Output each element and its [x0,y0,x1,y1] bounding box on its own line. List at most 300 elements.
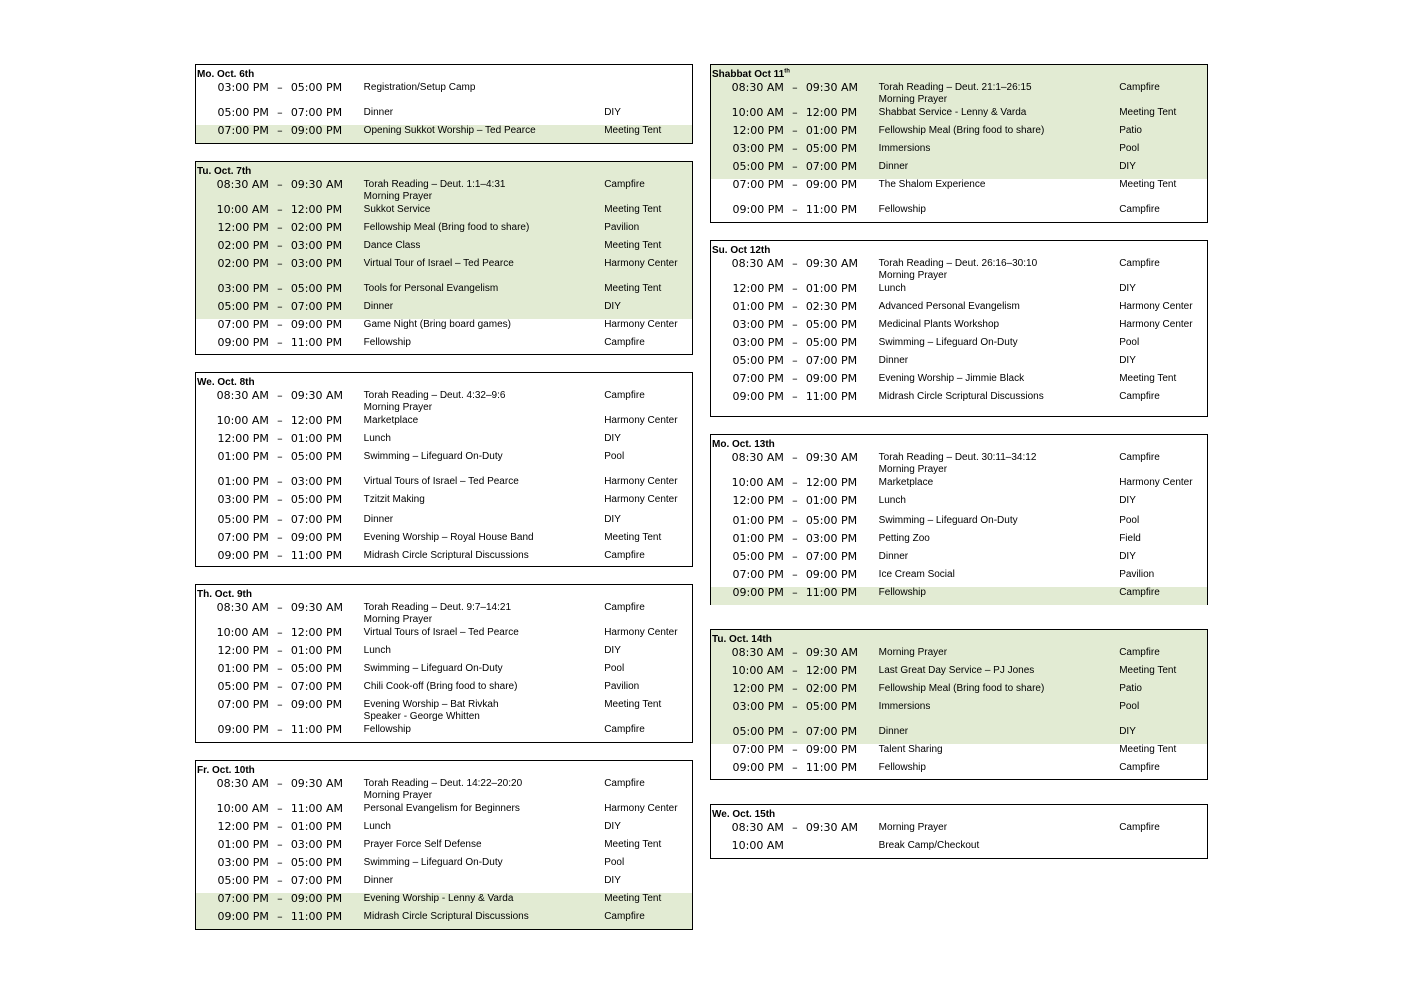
event-title: Marketplace [363,415,419,426]
event-title-line1: Torah Reading – Deut. 4:32–9:6 [363,390,506,401]
end-time: 07:00 PM [290,300,343,313]
event-title: Marketplace [878,477,934,488]
end-time: 09:30 AM [805,81,859,94]
start-time: 03:00 PM [217,856,269,869]
end-time: 03:00 PM [290,475,343,488]
time-dash: – [277,549,283,562]
time-dash: – [792,700,798,713]
event-title-line2: Morning Prayer [878,464,948,475]
end-time: 09:00 PM [805,178,858,191]
event-location: DIY [604,645,621,656]
start-time: 05:00 PM [217,300,269,313]
start-time: 03:00 PM [732,318,784,331]
day-block [195,64,693,144]
event-title: Opening Sukkot Worship – Ted Pearce [363,125,536,136]
event-title: Tools for Personal Evangelism [363,283,499,294]
end-time: 12:00 PM [805,476,858,489]
start-time: 01:00 PM [217,662,269,675]
event-title: Fellowship [878,587,926,598]
event-title: Tzitzit Making [363,494,425,505]
event-title: Morning Prayer [878,822,948,833]
start-time: 05:00 PM [217,874,269,887]
event-title: Swimming – Lifeguard On-Duty [878,337,1018,348]
event-location: Campfire [1119,258,1160,269]
event-title [364,699,605,723]
event-title-line1: Torah Reading – Deut. 9:7–14:21 [363,602,512,613]
start-time: 10:00 AM [216,414,269,427]
time-dash: – [277,124,283,137]
start-time: 01:00 PM [217,450,269,463]
event-title: Fellowship [363,724,411,735]
end-time: 09:00 PM [805,372,858,385]
start-time: 07:00 PM [217,892,269,905]
end-time: 09:30 AM [805,646,859,659]
event-title: Fellowship [878,204,926,215]
time-dash: – [277,723,283,736]
day-heading: We. Oct. 8th [197,377,255,388]
time-dash: – [792,476,798,489]
event-location: Field [1119,533,1141,544]
day-heading: We. Oct. 15th [712,809,776,820]
event-title: Lunch [878,283,906,294]
event-location: Meeting Tent [604,532,662,543]
end-time: 01:00 PM [805,124,858,137]
end-time: 09:30 AM [290,777,344,790]
start-time: 01:00 PM [732,300,784,313]
schedule-row [711,125,1207,143]
end-time: 01:00 PM [290,820,343,833]
event-location: Campfire [1119,647,1160,658]
end-time: 12:00 PM [805,106,858,119]
time-dash: – [792,81,798,94]
event-title: Dinner [878,551,909,562]
event-location: DIY [604,875,621,886]
start-time: 08:30 AM [216,601,269,614]
event-location: Meeting Tent [604,240,662,251]
event-title: Break Camp/Checkout [878,840,980,851]
day-block [710,240,1208,417]
time-dash: – [277,318,283,331]
end-time: 03:00 PM [290,838,343,851]
event-title [879,258,1120,282]
event-title-line1: Torah Reading – Deut. 21:1–26:15 [878,82,1032,93]
start-time: 08:30 AM [731,646,784,659]
time-dash: – [277,531,283,544]
schedule-row [711,683,1207,701]
event-title [364,179,605,203]
end-time: 09:00 PM [290,698,343,711]
time-dash: – [792,354,798,367]
end-time: 07:00 PM [290,874,343,887]
day-block [710,434,1208,605]
schedule-row [711,726,1207,744]
event-location: Harmony Center [604,258,678,269]
end-time: 07:00 PM [290,513,343,526]
time-dash: – [277,221,283,234]
schedule-row [711,301,1207,319]
event-location: Patio [1119,125,1142,136]
event-location: Campfire [1119,452,1160,463]
schedule-row [711,701,1207,726]
time-dash: – [277,874,283,887]
time-dash: – [277,282,283,295]
event-title: Evening Worship - Lenny & Varda [363,893,514,904]
event-title-line2: Morning Prayer [363,402,433,413]
schedule-row [196,857,692,875]
time-dash: – [792,568,798,581]
start-time: 03:00 PM [217,81,269,94]
start-time: 05:00 PM [732,354,784,367]
time-dash: – [792,160,798,173]
end-time: 05:00 PM [805,318,858,331]
start-time: 10:00 AM [216,626,269,639]
event-title: Dinner [363,301,394,312]
end-time: 11:00 PM [290,549,343,562]
end-time: 09:00 PM [290,892,343,905]
time-dash: – [277,513,283,526]
event-title: Talent Sharing [878,744,943,755]
start-time: 07:00 PM [732,743,784,756]
start-time: 05:00 PM [732,160,784,173]
schedule-row [196,681,692,699]
end-time: 03:00 PM [290,257,343,270]
start-time: 03:00 PM [217,493,269,506]
end-time: 11:00 PM [805,203,858,216]
end-time: 11:00 PM [805,586,858,599]
event-title: Fellowship Meal (Bring food to share) [878,125,1045,136]
end-time: 02:00 PM [290,221,343,234]
start-time: 05:00 PM [732,725,784,738]
schedule-row [196,911,692,929]
event-location: Pool [604,663,625,674]
end-time: 05:00 PM [290,450,343,463]
event-title: Advanced Personal Evangelism [878,301,1020,312]
start-time: 02:00 PM [217,257,269,270]
schedule-row [711,822,1207,840]
event-location: Meeting Tent [604,125,662,136]
end-time: 12:00 PM [290,203,343,216]
day-block [195,372,693,567]
time-dash: – [792,682,798,695]
schedule-row [196,532,692,550]
event-location: Pavilion [1119,569,1155,580]
event-location: Pool [1119,143,1140,154]
start-time: 10:00 AM [216,802,269,815]
event-title-line2: Morning Prayer [878,270,948,281]
time-dash: – [792,124,798,137]
schedule-row [196,82,692,107]
event-title [879,452,1120,476]
event-location: DIY [1119,551,1136,562]
event-title: Evening Worship – Royal House Band [363,532,534,543]
event-location: Harmony Center [604,476,678,487]
event-title: Petting Zoo [878,533,930,544]
time-dash: – [277,698,283,711]
start-time: 12:00 PM [217,820,269,833]
time-dash: – [277,777,283,790]
schedule-row [196,337,692,355]
day-heading: Fr. Oct. 10th [197,765,255,776]
event-location: Campfire [604,550,645,561]
end-time: 11:00 PM [290,910,343,923]
schedule-row [196,645,692,663]
event-title: Lunch [878,495,906,506]
time-dash: – [277,300,283,313]
end-time: 09:00 PM [290,531,343,544]
schedule-row [196,893,692,911]
start-time: 07:00 PM [217,531,269,544]
event-title: Midrash Circle Scriptural Discussions [363,911,529,922]
schedule-row [196,107,692,125]
end-time: 01:00 PM [290,644,343,657]
end-time: 09:30 AM [805,451,859,464]
event-location: Harmony Center [604,415,678,426]
start-time: 01:00 PM [732,532,784,545]
schedule-row [711,143,1207,161]
time-dash: – [277,680,283,693]
time-dash: – [792,372,798,385]
day-heading: Mo. Oct. 6th [197,69,255,80]
start-time: 08:30 AM [216,389,269,402]
event-location: Patio [1119,683,1142,694]
end-time: 02:30 PM [805,300,858,313]
event-location: DIY [1119,355,1136,366]
time-dash: – [792,586,798,599]
event-location: DIY [604,301,621,312]
time-dash: – [792,257,798,270]
end-time: 05:00 PM [290,493,343,506]
event-location: Meeting Tent [604,839,662,850]
schedule-row [711,515,1207,533]
time-dash: – [792,725,798,738]
time-dash: – [792,646,798,659]
event-location: DIY [1119,726,1136,737]
end-time: 12:00 PM [290,414,343,427]
start-time: 02:00 PM [217,239,269,252]
time-dash: – [277,493,283,506]
event-location: Harmony Center [604,803,678,814]
schedule-row [711,452,1207,477]
time-dash: – [792,318,798,331]
schedule-row [711,587,1207,605]
start-time: 08:30 AM [216,178,269,191]
time-dash: – [277,414,283,427]
end-time: 01:00 PM [805,494,858,507]
start-time: 07:00 PM [217,698,269,711]
end-time: 09:30 AM [290,178,344,191]
start-time: 10:00 AM [731,476,784,489]
time-dash: – [277,910,283,923]
end-time: 09:00 PM [805,568,858,581]
event-title: Last Great Day Service – PJ Jones [878,665,1035,676]
start-time: 05:00 PM [217,513,269,526]
event-location: DIY [1119,283,1136,294]
event-title: Morning Prayer [878,647,948,658]
end-time: 07:00 PM [290,680,343,693]
start-time: 09:00 PM [217,723,269,736]
schedule-row [196,514,692,532]
event-title: Ice Cream Social [878,569,955,580]
end-time: 03:00 PM [805,532,858,545]
start-time: 12:00 PM [732,494,784,507]
event-location: Harmony Center [1119,477,1193,488]
event-location: Campfire [1119,822,1160,833]
schedule-row [196,433,692,451]
start-time: 09:00 PM [217,549,269,562]
schedule-row [196,627,692,645]
time-dash: – [277,257,283,270]
event-title: Game Night (Bring board games) [363,319,511,330]
end-time: 02:00 PM [805,682,858,695]
schedule-row [711,258,1207,283]
end-time: 07:00 PM [805,354,858,367]
time-dash: – [277,178,283,191]
time-dash: – [277,81,283,94]
start-time: 05:00 PM [217,106,269,119]
schedule-row [711,283,1207,301]
schedule-row [196,204,692,222]
event-location: Pool [1119,515,1140,526]
event-title-line1: Torah Reading – Deut. 1:1–4:31 [363,179,506,190]
event-title-line2: Speaker - George Whitten [363,711,480,722]
event-title: Prayer Force Self Defense [363,839,482,850]
start-time: 05:00 PM [217,680,269,693]
event-location: Campfire [604,390,645,401]
start-time: 03:00 PM [732,700,784,713]
schedule-row [711,107,1207,125]
start-time: 03:00 PM [732,142,784,155]
day-heading: Tu. Oct. 14th [711,630,1207,647]
event-title: Dinner [878,161,909,172]
schedule-row [711,391,1207,409]
event-title: Virtual Tours of Israel – Ted Pearce [363,627,519,638]
schedule-row [196,283,692,301]
schedule-column-right [710,64,1208,859]
start-time: 08:30 AM [731,81,784,94]
event-location: Campfire [604,724,645,735]
schedule-row [196,240,692,258]
event-location: Harmony Center [604,627,678,638]
end-time: 09:30 AM [805,821,859,834]
time-dash: – [792,514,798,527]
end-time: 05:00 PM [290,856,343,869]
time-dash: – [277,802,283,815]
end-time: 05:00 PM [290,282,343,295]
time-dash: – [277,662,283,675]
end-time: 05:00 PM [805,142,858,155]
end-time: 11:00 AM [290,802,344,815]
schedule-row [711,161,1207,179]
day-block [710,629,1208,780]
schedule-row [711,569,1207,587]
event-title: Lunch [363,821,391,832]
event-title [364,390,605,414]
day-heading-suffix: th [784,68,790,75]
event-location: Pavilion [604,681,640,692]
start-time: 12:00 PM [732,124,784,137]
event-location: Pool [604,857,625,868]
time-dash: – [792,282,798,295]
time-dash: – [792,821,798,834]
schedule-row [196,222,692,240]
schedule-row [711,373,1207,391]
start-time: 07:00 PM [732,568,784,581]
end-time: 09:00 PM [805,743,858,756]
event-location: DIY [1119,161,1136,172]
time-dash: – [792,494,798,507]
event-location: Pool [1119,337,1140,348]
time-dash: – [277,644,283,657]
day-heading-text: Shabbat Oct 11 [712,69,785,80]
start-time: 09:00 PM [732,586,784,599]
time-dash: – [792,664,798,677]
time-dash: – [277,475,283,488]
end-time: 11:00 PM [805,761,858,774]
event-location: Campfire [1119,82,1160,93]
event-location: Campfire [604,337,645,348]
event-location: DIY [604,107,621,118]
event-title-line1: Torah Reading – Deut. 30:11–34:12 [878,452,1037,463]
start-time: 07:00 PM [217,318,269,331]
start-time: 07:00 PM [217,124,269,137]
event-location: Meeting Tent [1119,665,1177,676]
event-location: Harmony Center [1119,319,1193,330]
time-dash: – [792,550,798,563]
event-title: Virtual Tours of Israel – Ted Pearce [363,476,519,487]
event-location: Harmony Center [1119,301,1193,312]
schedule-row [711,179,1207,204]
day-block [195,760,693,930]
event-title-line1: Torah Reading – Deut. 14:22–20:20 [363,778,523,789]
time-dash: – [277,856,283,869]
event-title: Immersions [878,701,931,712]
event-location: Campfire [604,179,645,190]
event-location: Meeting Tent [604,699,662,710]
event-title-line1: Torah Reading – Deut. 26:16–30:10 [878,258,1038,269]
start-time: 12:00 PM [217,644,269,657]
event-location: Campfire [604,602,645,613]
event-title: Swimming – Lifeguard On-Duty [363,857,503,868]
event-location: DIY [1119,495,1136,506]
time-dash: – [277,892,283,905]
schedule-row [196,875,692,893]
end-time: 11:00 PM [805,390,858,403]
event-title: Fellowship Meal (Bring food to share) [878,683,1045,694]
end-time: 05:00 PM [290,81,343,94]
start-time: 10:00 AM [731,839,784,852]
end-time: 07:00 PM [290,106,343,119]
schedule-row [196,494,692,514]
event-title: Evening Worship – Jimmie Black [878,373,1025,384]
start-time: 09:00 PM [732,761,784,774]
day-heading: Th. Oct. 9th [197,589,252,600]
event-title: Lunch [363,433,391,444]
schedule-row [711,533,1207,551]
schedule-row [711,840,1207,858]
event-location: Campfire [1119,587,1160,598]
day-block [710,64,1208,223]
time-dash: – [792,451,798,464]
schedule-row [196,390,692,415]
schedule-row [711,762,1207,780]
schedule-column-left [195,64,693,930]
schedule-row [711,744,1207,762]
event-location: Campfire [1119,391,1160,402]
time-dash: – [277,389,283,402]
event-title: Dinner [878,726,909,737]
schedule-row [196,663,692,681]
day-block [195,584,693,743]
